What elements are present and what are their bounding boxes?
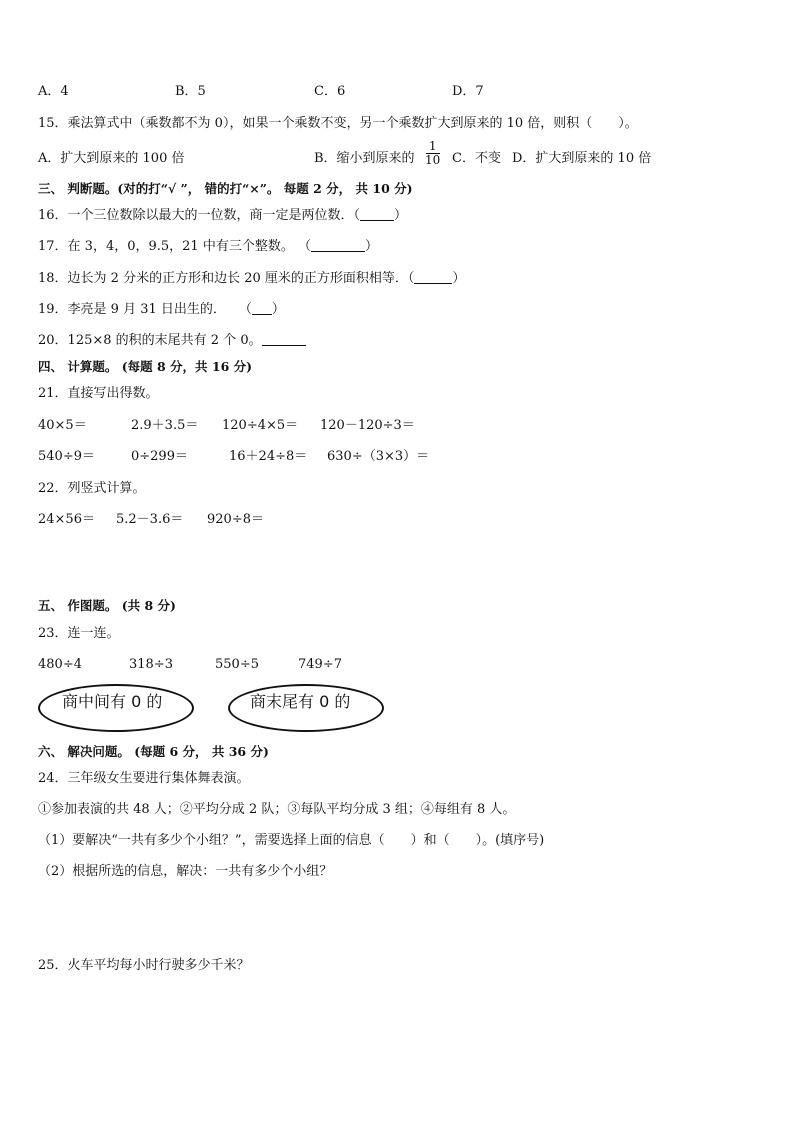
question-24-sub-2: （2）根据所选的信息，解决：一共有多少个小组？ (38, 864, 333, 879)
vertical-calc-item: 24×56＝ (38, 512, 95, 527)
question-19-close: ） (271, 302, 285, 317)
question-15-option-a: A．扩大到原来的 100 倍 (38, 151, 185, 166)
calc-item: 0÷299＝ (131, 449, 188, 464)
fraction-denominator: 10 (425, 153, 441, 167)
section-4-heading: 四、 计算题。 (每题 8 分，共 16 分) (38, 359, 253, 374)
question-18-text: 18．边长为 2 分米的正方形和边长 20 厘米的正方形面积相等．（ (38, 271, 415, 286)
question-19 (38, 302, 285, 318)
option-c: C．6 (314, 84, 346, 99)
question-25: 25．火车平均每小时行驶多少千米？ (38, 958, 250, 973)
calc-item: 40×5＝ (38, 418, 87, 433)
question-15-option-c: C．不变 (452, 151, 501, 166)
question-16-text: 16．一个三位数除以最大的一位数，商一定是两位数．（ (38, 208, 361, 223)
question-16-close: ） (394, 208, 408, 223)
question-17 (38, 239, 378, 255)
answer-blank[interactable] (360, 208, 394, 221)
answer-blank[interactable] (311, 239, 365, 252)
question-22: 22．列竖式计算。 (38, 481, 146, 496)
division-item: 318÷3 (129, 657, 173, 672)
option-d: D．7 (452, 84, 484, 99)
fraction-one-tenth (423, 140, 442, 167)
fraction-numerator: 1 (428, 139, 437, 153)
answer-blank[interactable] (414, 271, 452, 284)
calc-item: 120－120÷3＝ (320, 418, 415, 433)
question-16 (38, 208, 407, 224)
section-6-heading: 六、 解决问题。 (每题 6 分， 共 36 分) (38, 744, 269, 759)
question-24-sub-1: （1）要解决“一共有多少个小组？”，需要选择上面的信息（ ）和（ ）。(填序号) (38, 833, 545, 848)
option-b: B．5 (175, 84, 206, 99)
option-a: A．4 (38, 84, 69, 99)
question-17-text: 17．在 3，4，0，9.5，21 中有三个整数。 （ (38, 239, 311, 254)
question-15-stem: 15．乘法算式中（乘数都不为 0），如果一个乘数不变，另一个乘数扩大到原来的 10 倍，则积（ ）。 (38, 116, 638, 131)
question-19-text: 19．李亮是 9 月 31 日出生的． （ (38, 302, 252, 317)
division-item: 550÷5 (215, 657, 259, 672)
answer-blank[interactable] (262, 333, 306, 346)
calc-item: 120÷4×5＝ (222, 418, 299, 433)
question-15-option-d: D．扩大到原来的 10 倍 (512, 151, 652, 166)
calc-item: 2.9＋3.5＝ (131, 418, 199, 433)
calc-item: 630÷（3×3）＝ (327, 449, 430, 464)
section-3-heading: 三、 判断题。(对的打“√ ”， 错的打“×”。 每题 2 分， 共 10 分) (38, 181, 413, 196)
oval-right-label: 商末尾有 0 的 (250, 692, 351, 711)
question-20 (38, 333, 306, 349)
question-23: 23．连一连。 (38, 626, 120, 641)
question-24-info: ①参加表演的共 48 人；②平均分成 2 队；③每队平均分成 3 组；④每组有 8 人。 (38, 802, 516, 817)
division-item: 749÷7 (298, 657, 342, 672)
division-item: 480÷4 (38, 657, 82, 672)
calc-item: 16＋24÷8＝ (229, 449, 308, 464)
calc-item: 540÷9＝ (38, 449, 95, 464)
question-18 (38, 271, 465, 287)
answer-blank[interactable] (252, 302, 272, 315)
question-15-option-b: B．缩小到原来的 (314, 151, 415, 166)
question-24: 24．三年级女生要进行集体舞表演。 (38, 771, 250, 786)
vertical-calc-item: 5.2－3.6＝ (116, 512, 184, 527)
question-21: 21．直接写出得数。 (38, 386, 159, 401)
question-20-text: 20．125×8 的积的末尾共有 2 个 0。 (38, 333, 262, 348)
vertical-calc-item: 920÷8＝ (207, 512, 264, 527)
question-18-close: ） (452, 271, 466, 286)
section-5-heading: 五、 作图题。 (共 8 分) (38, 598, 176, 613)
oval-left-label: 商中间有 0 的 (62, 692, 163, 711)
question-17-close: ） (364, 239, 378, 254)
